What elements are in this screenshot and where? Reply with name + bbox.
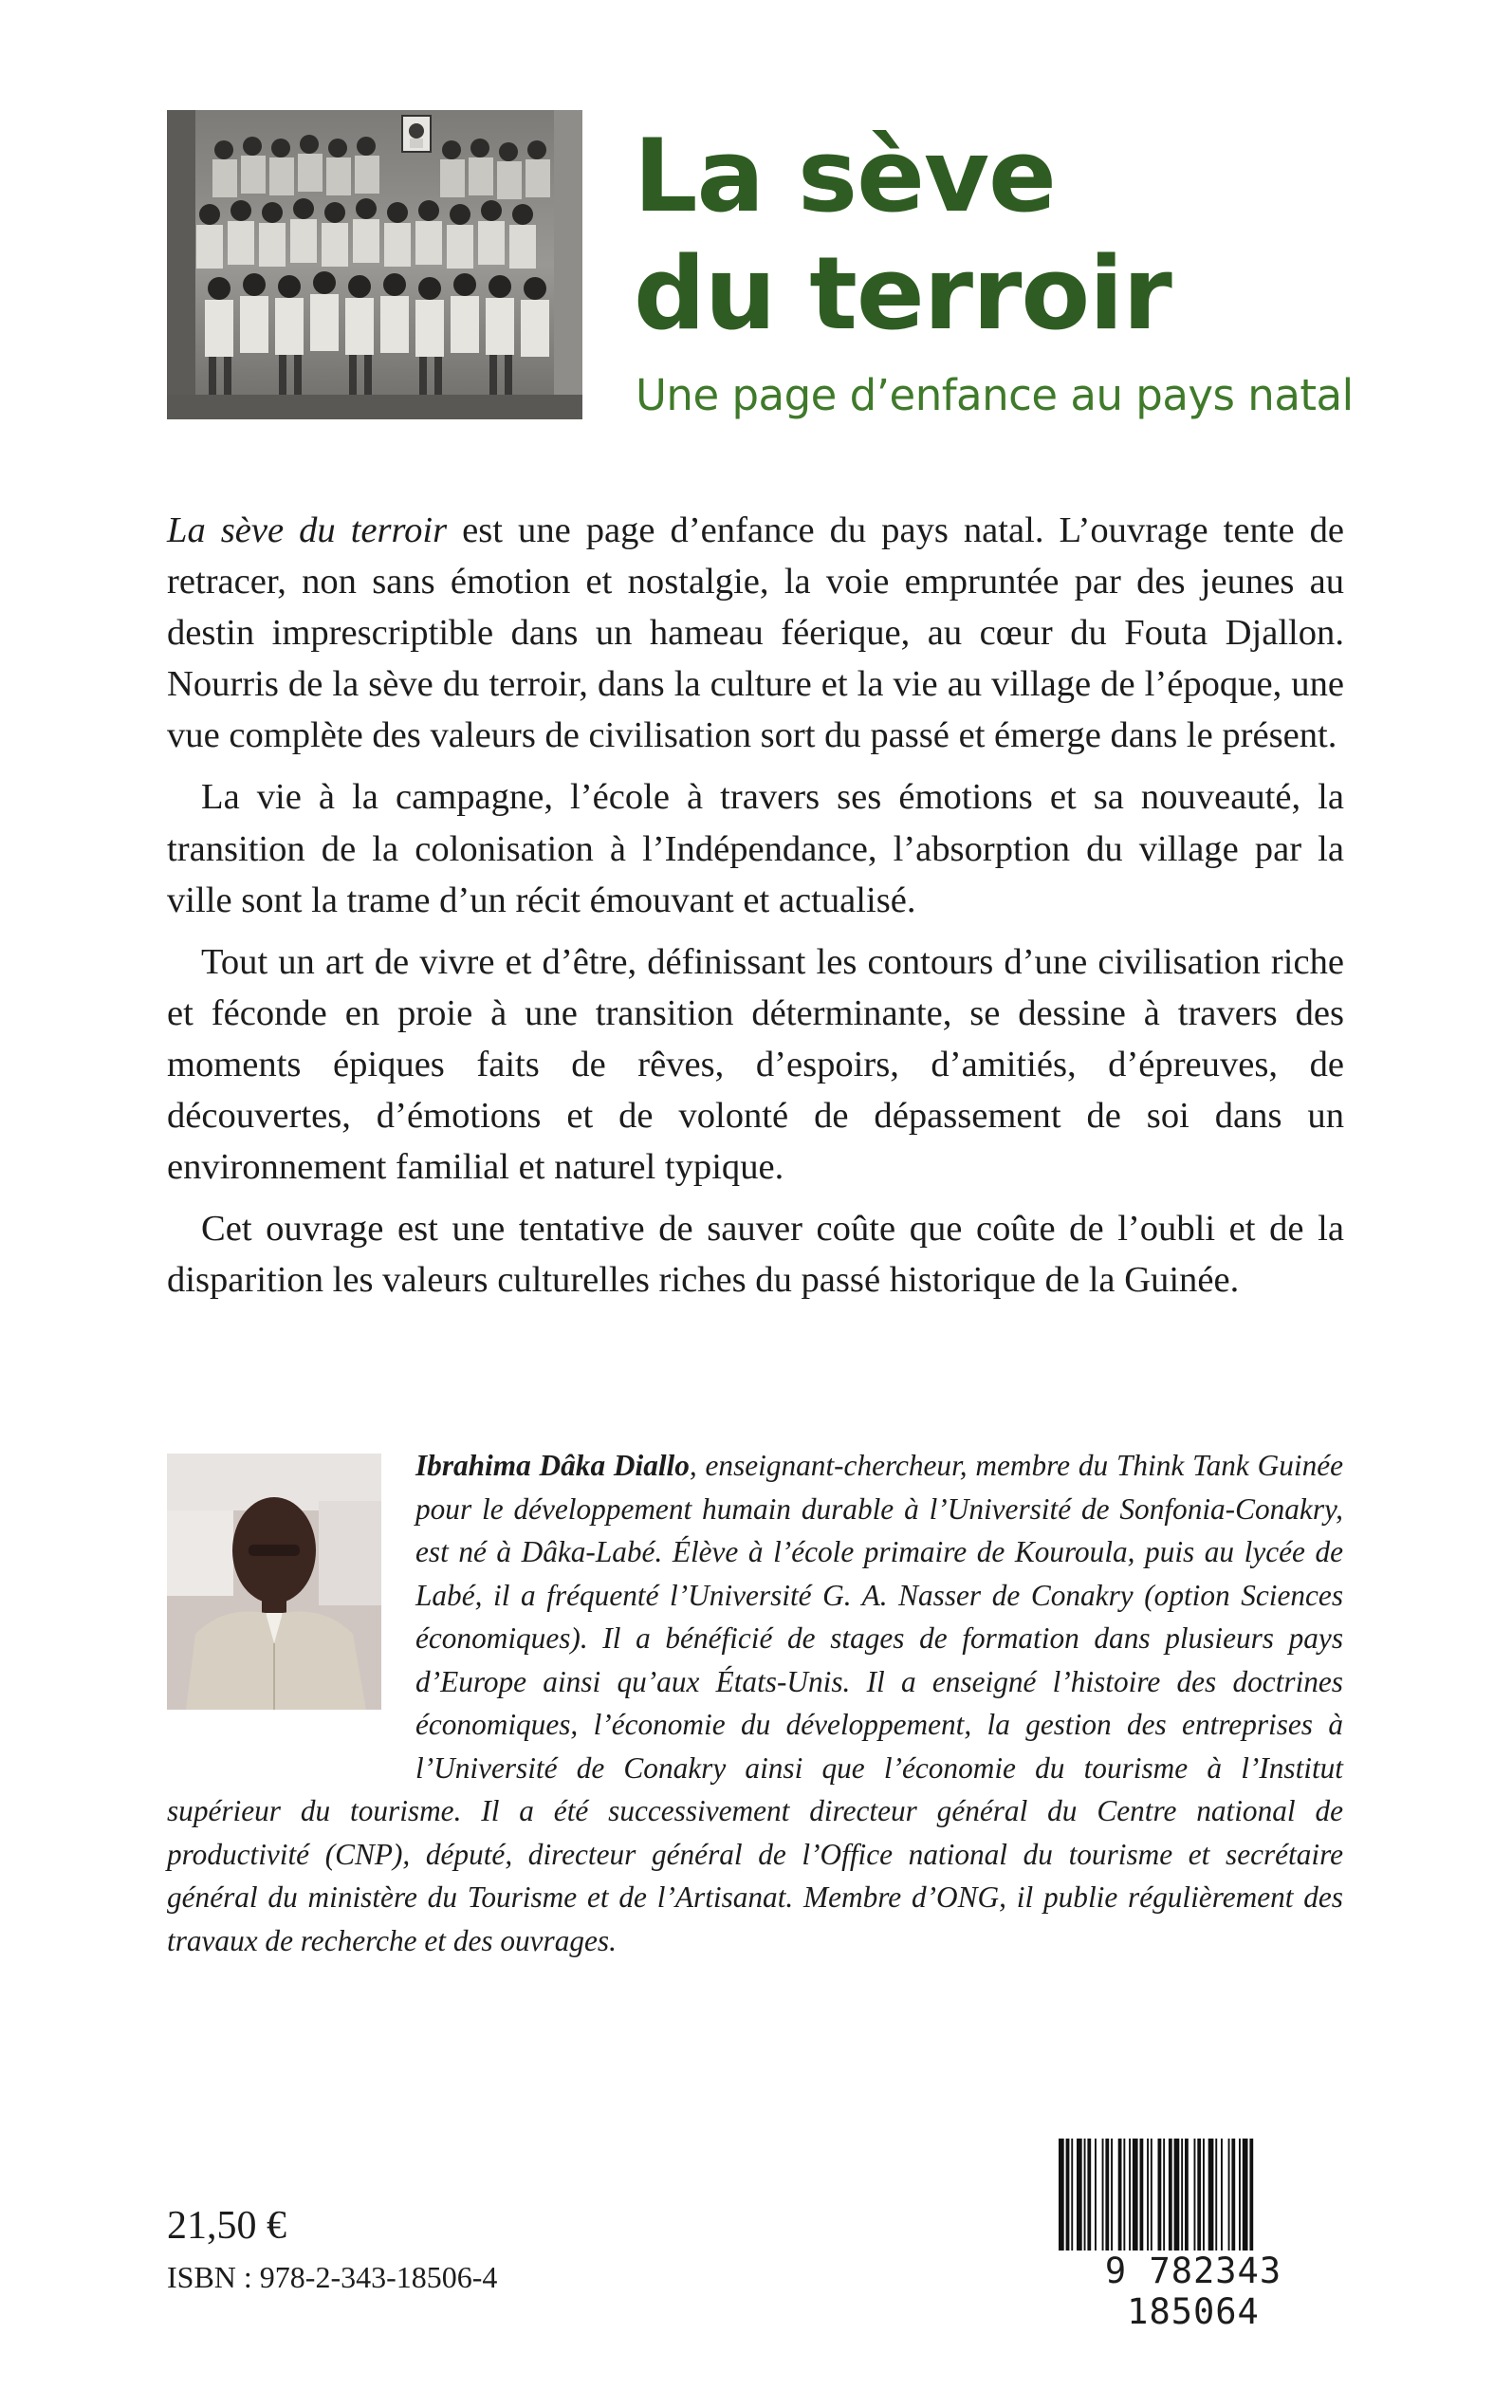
class-photo [167,110,582,419]
barcode-bar [1231,2139,1235,2264]
class-photo-image [167,110,582,419]
barcode-bar [1208,2139,1214,2264]
barcode-bar [1118,2139,1122,2264]
author-bio-text: , enseignant-chercheur, membre du Think Tank Guinée pour le développement humain durable à l’Université de Sonfonia-Conakry, est né à Dâka-Labé. Élève à l’école primaire de Kouroula, puis au lycée de Labé, il a fréquenté l’Université G. A. Nasser de Conakry (option Sciences économiques). Il a bénéficié de stages de formation dans plusieurs pays d’Europe ainsi qu’aux États-Unis. Il a enseigné l’histoire des doctrines économiques, l’économie du développement, la gestion des entreprises à l’Université de Conakry ainsi que l’économie du tourisme à l’Institut supérieur du tourisme. Il a été successivement directeur général du Centre national de productivité (CNP), député, directeur général de l’Office national du tourisme et secrétaire général du ministère du Tourisme et de l’Artisanat. Membre d’ONG, il publie régulièrement des travaux de recherche et des ouvrages. [167,1449,1343,1957]
book-title-line-1: La sève [634,118,1056,234]
barcode-bar [1243,2139,1248,2264]
book-subtitle: Une page d’enfance au pays natal [636,370,1354,420]
author-bio [167,1444,1343,1962]
barcode-bar [1071,2139,1073,2264]
author-photo-spacer [167,1444,415,1757]
barcode-bar [1203,2139,1205,2264]
author-name: Ibrahima Dâka Diallo [415,1449,690,1482]
barcode-bar [1181,2139,1183,2264]
blurb-paragraph-1-text: est une page d’enfance du pays natal. L’ouvrage tente de retracer, non sans émotion et nostalgie, la voie empruntée par des jeunes au destin imprescriptible dans un hameau féerique, au cœur du Fouta Djallon. Nourris de la sève du terroir, dans la culture et la vie au village de l’époque, une vue complète des valeurs de civilisation sort du passé et émerge dans le présent. [167,510,1345,756]
barcode-bar [1095,2139,1097,2264]
barcode-bar [1185,2139,1189,2264]
barcode-bar [1133,2139,1138,2264]
barcode-bar [1102,2139,1104,2264]
book-title-line-2: du terroir [634,235,1171,352]
barcode-bar [1228,2139,1230,2264]
barcode-bar [1077,2139,1082,2264]
barcode-bar [1105,2139,1109,2264]
barcode-bar [1221,2139,1223,2264]
barcode-bar [1111,2139,1113,2264]
barcode-bar [1084,2139,1086,2264]
barcode-bar [1140,2139,1144,2264]
back-cover-blurb [167,505,1344,1316]
barcode-bar [1129,2139,1131,2264]
blurb-paragraph-1 [167,505,1344,761]
blurb-paragraph-4: Cet ouvrage est une tentative de sauver coûte que coûte de l’oubli et de la disparition les valeurs culturelles riches du passé historique de la Guinée. [167,1209,1344,1301]
barcode-bar [1197,2139,1201,2264]
barcode-digits: 9 782343 185064 [1042,2251,1345,2332]
book-title [634,118,1449,353]
blurb-paragraph-3: Tout un art de vivre et d’être, définissant les contours d’une civilisation riche et féconde en proie à une transition déterminante, se dessine à travers des moments épiques faits de rêves, d’espoirs, d’amitiés, d’épreuves, de découvertes, d’émotions et de volonté de dépassement de soi dans un environnement familial et naturel typique. [167,941,1344,1188]
barcode-bar [1169,2139,1172,2264]
isbn: ISBN : 978-2-343-18506-4 [167,2260,498,2294]
price: 21,50 € [167,2204,286,2248]
barcode-bar [1194,2139,1196,2264]
barcode-bar [1151,2139,1152,2264]
blurb-paragraph-2: La vie à la campagne, l’école à travers ses émotions et sa nouveauté, la transition de la colonisation à l’Indépendance, l’absorption du village par la ville sont la trame d’un récit émouvant et actualisé. [167,777,1344,920]
barcode-bar [1147,2139,1149,2264]
barcode-bar [1087,2139,1091,2264]
barcode-bar [1174,2139,1180,2264]
barcode-bar [1215,2139,1217,2264]
blurb-title-italic: La sève du terroir [167,510,448,550]
barcode-bar [1163,2139,1165,2264]
barcode-bar [1239,2139,1241,2264]
barcode-bar [1123,2139,1125,2264]
